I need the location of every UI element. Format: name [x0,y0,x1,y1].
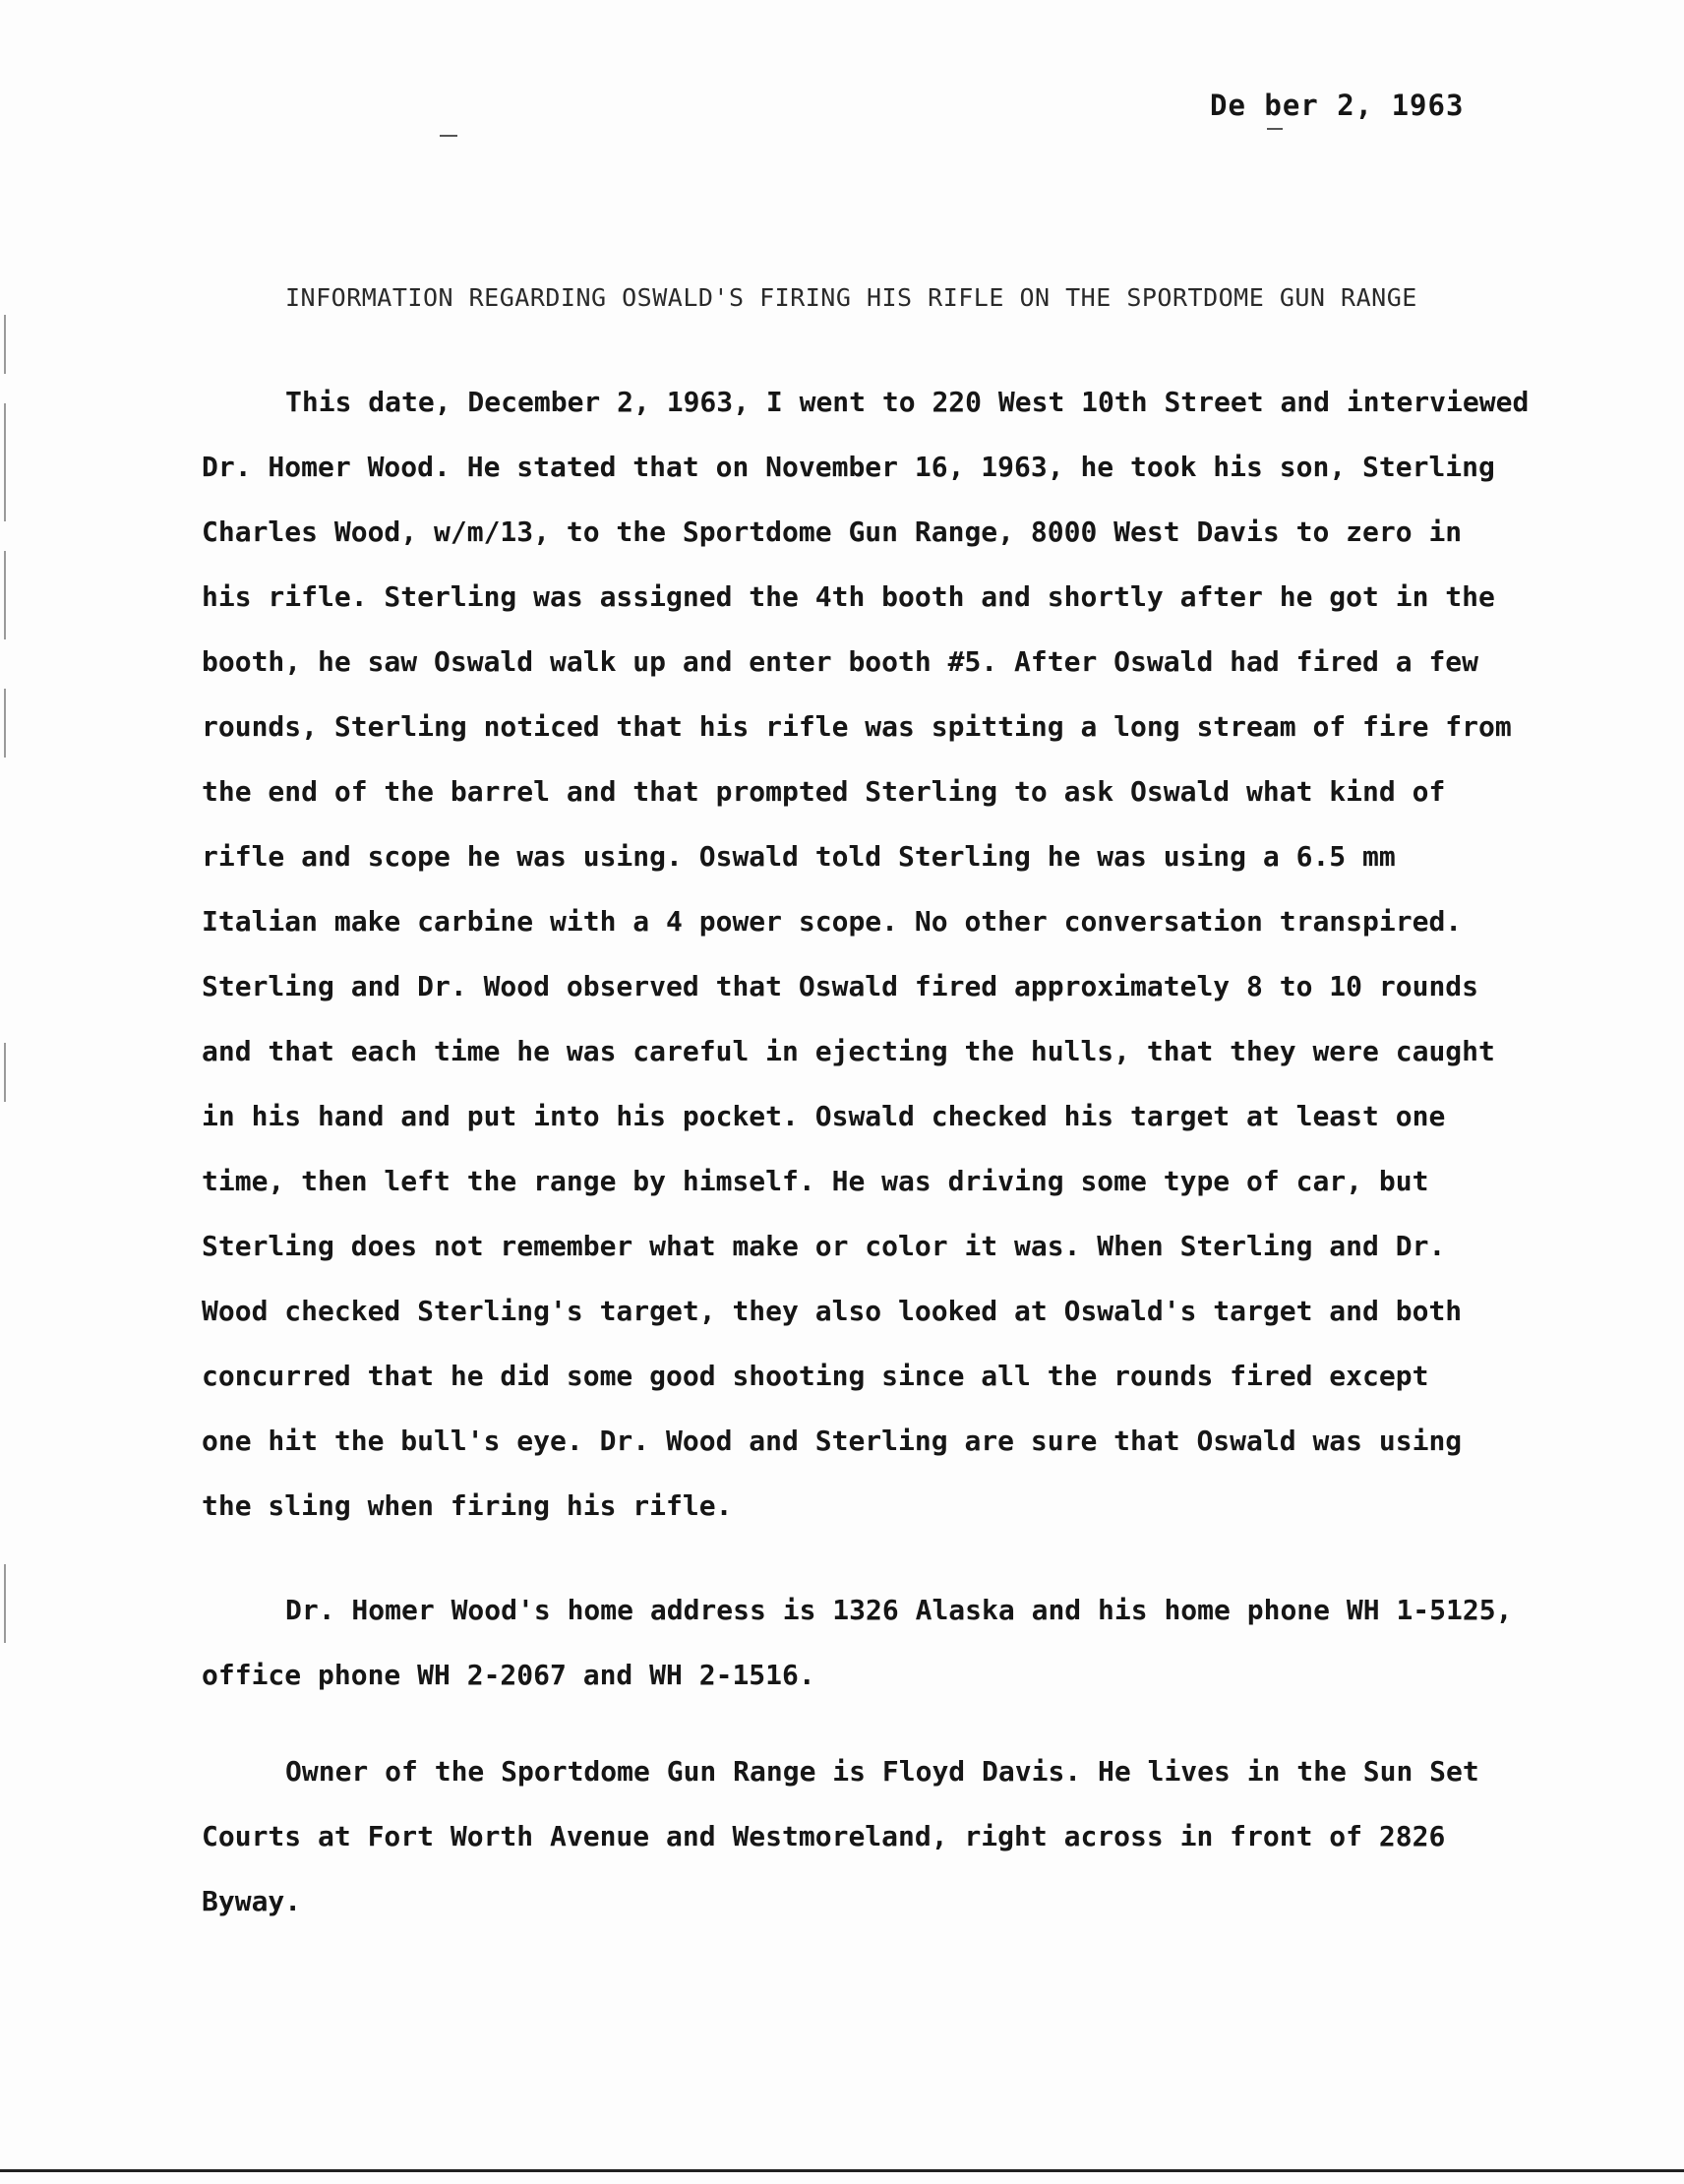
text-line: Courts at Fort Worth Avenue and Westmoreland, right across in front of 2826 [202,1820,1446,1852]
text-line: Charles Wood, w/m/13, to the Sportdome Gun Range, 8000 West Davis to zero in [202,516,1463,548]
text-line: Sterling does not remember what make or color it was. When Sterling and Dr. [202,1230,1446,1262]
text-line: This date, December 2, 1963, I went to 220 West 10th Street and interviewed [285,386,1530,418]
text-line: Dr. Homer Wood's home address is 1326 Alaska and his home phone WH 1-5125, [285,1594,1513,1626]
text-line: rifle and scope he was using. Oswald told Sterling he was using a 6.5 mm [202,840,1396,873]
margin-mark [4,689,6,758]
paragraph-owner [202,1739,1539,1934]
text-line: Owner of the Sportdome Gun Range is Floyd Davis. He lives in the Sun Set [285,1755,1479,1788]
paragraph-address [202,1578,1539,1708]
text-line: and that each time he was careful in ejecting the hulls, that they were caught [202,1035,1495,1067]
paragraph-interview [202,370,1539,1539]
text-line: rounds, Sterling noticed that his rifle was spitting a long stream of fire from [202,710,1512,743]
text-line: the end of the barrel and that prompted Sterling to ask Oswald what kind of [202,775,1446,808]
text-line: Sterling and Dr. Wood observed that Oswald fired approximately 8 to 10 rounds [202,970,1479,1002]
text-line: office phone WH 2-2067 and WH 2-1516. [202,1659,815,1691]
margin-mark [4,1043,6,1102]
text-line: Dr. Homer Wood. He stated that on November 16, 1963, he took his son, Sterling [202,451,1495,483]
text-line: Wood checked Sterling's target, they also looked at Oswald's target and both [202,1295,1463,1327]
text-line: Italian make carbine with a 4 power scope. No other conversation transpired. [202,905,1463,938]
margin-mark [4,1564,6,1643]
margin-mark [4,551,6,639]
page-bottom-edge [0,2169,1684,2172]
text-line: the sling when firing his rifle. [202,1489,733,1522]
text-line: Byway. [202,1885,302,1917]
text-line: booth, he saw Oswald walk up and enter booth #5. After Oswald had fired a few [202,645,1479,678]
document-heading: INFORMATION REGARDING OSWALD'S FIRING HIS RIFLE ON THE SPORTDOME GUN RANGE [285,283,1417,312]
text-line: his rifle. Sterling was assigned the 4th booth and shortly after he got in the [202,580,1495,613]
text-line: time, then left the range by himself. He was driving some type of car, but [202,1165,1429,1197]
margin-mark [4,315,6,374]
text-line: in his hand and put into his pocket. Oswald checked his target at least one [202,1100,1446,1132]
stray-mark [1267,128,1283,130]
margin-mark [4,403,6,521]
text-line: concurred that he did some good shooting since all the rounds fired except [202,1360,1429,1392]
stray-mark [440,135,457,137]
text-line: one hit the bull's eye. Dr. Wood and Sterling are sure that Oswald was using [202,1425,1463,1457]
document-date: De ber 2, 1963 [1210,89,1465,122]
